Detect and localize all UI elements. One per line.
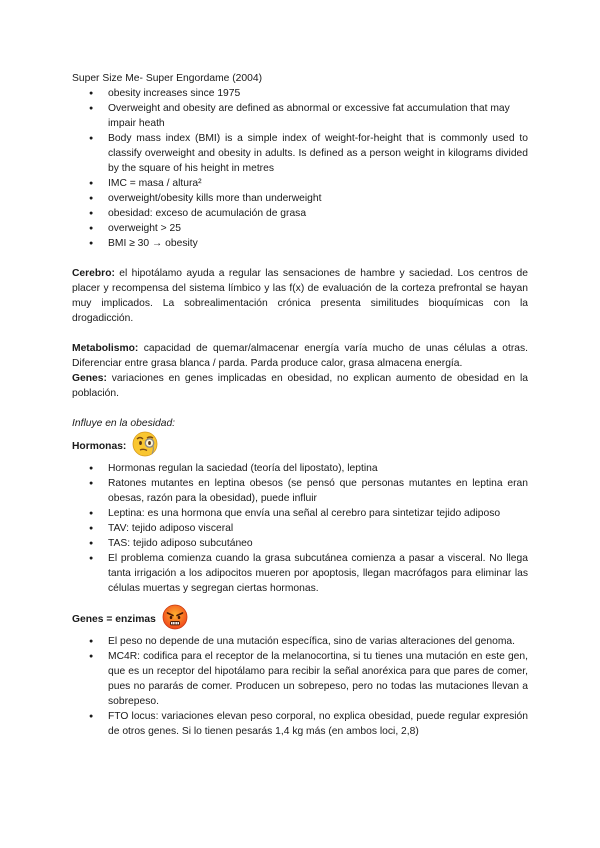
cerebro-text: el hipotálamo ayuda a regular las sensaciones de hambre y saciedad. Los centros de placer y recompensa del sistema límbico y las f(x) de evaluación de la corteza prefrontal se hayan muy implicados. La sobrealimentación crónica presenta similitudes bioquímicas con la drogadicción.: [72, 268, 528, 324]
list-item: ● MC4R: codifica para el receptor de la melanocortina, si tu tienes una mutación en este gen, que es un receptor del hipotálamo para recibir la señal anoréxica para que pares de comer, pues no pararás de comer. Producen un sobrepeso, pero no todas las mutaciones llevan a sobrepeso.: [108, 649, 528, 709]
hormonas-heading-row: [72, 431, 528, 461]
cerebro-label: Cerebro:: [72, 268, 115, 279]
genes-enzimas-bullet-list: [72, 634, 528, 739]
list-item: ● BMI ≥ 30 → obesity: [108, 236, 528, 251]
list-item: ● TAV: tejido adiposo visceral: [108, 521, 528, 536]
title-line: Super Size Me- Super Engordame (2004): [72, 73, 263, 84]
list-item: ● overweight/obesity kills more than underweight: [108, 191, 528, 206]
list-item: ● Leptina: es una hormona que envía una señal al cerebro para sintetizar tejido adiposo: [108, 506, 528, 521]
influye-subheading: Influye en la obesidad:: [72, 418, 176, 429]
metabolismo-paragraph: [72, 341, 528, 371]
list-item: ● IMC = masa / altura²: [108, 176, 528, 191]
metabolismo-text: capacidad de quemar/almacenar energía varía mucho de unas células a otras. Diferenciar entre grasa blanca / parda. Parda produce calor, grasa almacena energía.: [72, 343, 528, 369]
intro-bullet-list: [72, 86, 528, 251]
list-item: ● El peso no depende de una mutación específica, sino de varias alteraciones del genoma.: [108, 634, 528, 649]
list-item: ● TAS: tejido adiposo subcutáneo: [108, 536, 528, 551]
face-with-monocle-icon: [132, 431, 158, 462]
list-item: ● El problema comienza cuando la grasa subcutánea comienza a pasar a visceral. No llega tanta irrigación a los adipocitos mueren por apoptosis, llegan macrófagos para eliminar las células muertas y segregan ciertas hormonas.: [108, 551, 528, 596]
list-item: ● overweight > 25: [108, 221, 528, 236]
genes-enzimas-heading-row: [72, 604, 528, 634]
list-item: ● obesidad: exceso de acumulación de grasa: [108, 206, 528, 221]
list-item: ● FTO locus: variaciones elevan peso corporal, no explica obesidad, puede regular expresión de otros genes. Si lo tienen pesarás 1,4 kg más (en ambos loci, 2,8): [108, 709, 528, 739]
list-item: ● Overweight and obesity are defined as abnormal or excessive fat accumulation that may impair heath: [108, 101, 528, 131]
genes-label: Genes:: [72, 373, 107, 384]
metabolismo-label: Metabolismo:: [72, 343, 139, 354]
hormonas-heading: Hormonas:: [72, 440, 127, 452]
list-item: ● Body mass index (BMI) is a simple index of weight-for-height that is commonly used to classify overweight and obesity in adults. Is defined as a person weight in kilograms divided by the square of his height in metres: [108, 131, 528, 176]
list-item: ● Hormonas regulan la saciedad (teoría del lipostato), leptina: [108, 461, 528, 476]
genes-paragraph: [72, 371, 528, 401]
angry-face-icon: [162, 604, 188, 635]
list-item: ● Ratones mutantes en leptina obesos (se pensó que personas mutantes en leptina eran obesas, razón para la obesidad), puede influir: [108, 476, 528, 506]
list-item: ● obesity increases since 1975: [108, 86, 528, 101]
genes-enzimas-heading: Genes = enzimas: [72, 613, 156, 625]
hormonas-bullet-list: [72, 461, 528, 596]
genes-text: variaciones en genes implicadas en obesidad, no explican aumento de obesidad en la población.: [72, 373, 528, 399]
cerebro-paragraph: [72, 266, 528, 326]
